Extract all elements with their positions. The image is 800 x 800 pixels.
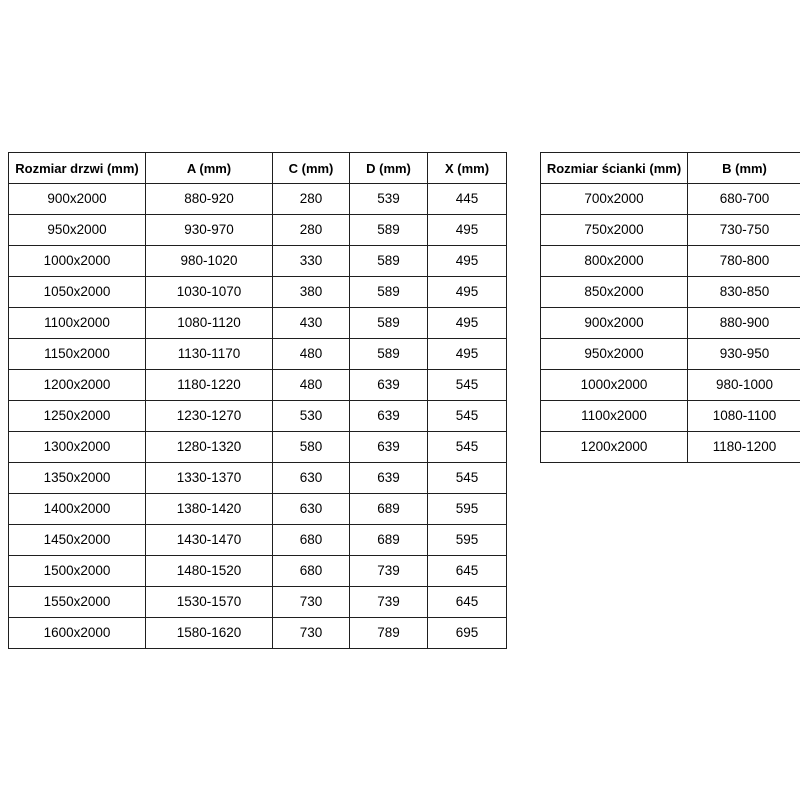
table-cell: 1530-1570 (146, 587, 273, 618)
table-row (9, 339, 507, 370)
table-row (9, 587, 507, 618)
table-cell: 789 (350, 618, 428, 649)
table-row (9, 308, 507, 339)
table-cell: 545 (428, 370, 507, 401)
table-cell: 1100x2000 (541, 401, 688, 432)
table-cell: 800x2000 (541, 246, 688, 277)
table-cell: 1080-1120 (146, 308, 273, 339)
table-cell: 445 (428, 184, 507, 215)
table-cell: 1450x2000 (9, 525, 146, 556)
table-cell: 1600x2000 (9, 618, 146, 649)
table-row (541, 370, 800, 401)
table-row (541, 432, 800, 463)
table-row (9, 370, 507, 401)
table-cell: 380 (273, 277, 350, 308)
column-header: Rozmiar drzwi (mm) (9, 153, 146, 184)
table-row (9, 525, 507, 556)
table-cell: 1130-1170 (146, 339, 273, 370)
table-cell: 689 (350, 494, 428, 525)
table-cell: 930-970 (146, 215, 273, 246)
table-row (9, 401, 507, 432)
table-cell: 639 (350, 401, 428, 432)
table-cell: 630 (273, 463, 350, 494)
table-cell: 1430-1470 (146, 525, 273, 556)
table-cell: 680-700 (688, 184, 800, 215)
table-cell: 1480-1520 (146, 556, 273, 587)
table-cell: 980-1020 (146, 246, 273, 277)
table-cell: 589 (350, 339, 428, 370)
table-cell: 930-950 (688, 339, 800, 370)
table-row (9, 246, 507, 277)
table-cell: 495 (428, 246, 507, 277)
wall-panel-size-table (540, 152, 800, 463)
table-cell: 539 (350, 184, 428, 215)
table-cell: 1080-1100 (688, 401, 800, 432)
table-cell: 1250x2000 (9, 401, 146, 432)
table-cell: 495 (428, 339, 507, 370)
table-row (541, 339, 800, 370)
table-cell: 1180-1220 (146, 370, 273, 401)
table-row (541, 246, 800, 277)
column-header: B (mm) (688, 153, 800, 184)
table-cell: 850x2000 (541, 277, 688, 308)
table-cell: 750x2000 (541, 215, 688, 246)
table-cell: 1050x2000 (9, 277, 146, 308)
header-row (541, 153, 800, 184)
table-cell: 680 (273, 525, 350, 556)
table-row (541, 277, 800, 308)
table-cell: 1280-1320 (146, 432, 273, 463)
table-cell: 730-750 (688, 215, 800, 246)
table-cell: 830-850 (688, 277, 800, 308)
table-cell: 1500x2000 (9, 556, 146, 587)
table-row (9, 556, 507, 587)
table-cell: 1150x2000 (9, 339, 146, 370)
table-row (541, 215, 800, 246)
table-cell: 545 (428, 463, 507, 494)
table-cell: 589 (350, 246, 428, 277)
table-cell: 645 (428, 587, 507, 618)
table-cell: 1300x2000 (9, 432, 146, 463)
table-cell: 1330-1370 (146, 463, 273, 494)
table-cell: 695 (428, 618, 507, 649)
table-cell: 545 (428, 401, 507, 432)
table-cell: 495 (428, 308, 507, 339)
table-cell: 480 (273, 370, 350, 401)
table-cell: 900x2000 (541, 308, 688, 339)
column-header: D (mm) (350, 153, 428, 184)
table-row (541, 401, 800, 432)
table-cell: 739 (350, 556, 428, 587)
table-cell: 1580-1620 (146, 618, 273, 649)
table-cell: 950x2000 (541, 339, 688, 370)
column-header: Rozmiar ścianki (mm) (541, 153, 688, 184)
table-cell: 950x2000 (9, 215, 146, 246)
table-row (9, 463, 507, 494)
table-cell: 645 (428, 556, 507, 587)
table-cell: 739 (350, 587, 428, 618)
table-cell: 1380-1420 (146, 494, 273, 525)
table-cell: 1200x2000 (541, 432, 688, 463)
table-cell: 1400x2000 (9, 494, 146, 525)
column-header: X (mm) (428, 153, 507, 184)
table-cell: 689 (350, 525, 428, 556)
table-cell: 639 (350, 432, 428, 463)
table-cell: 880-900 (688, 308, 800, 339)
table-cell: 1000x2000 (9, 246, 146, 277)
table-cell: 730 (273, 587, 350, 618)
table-cell: 595 (428, 525, 507, 556)
table-cell: 630 (273, 494, 350, 525)
table-cell: 680 (273, 556, 350, 587)
table-cell: 430 (273, 308, 350, 339)
table-cell: 980-1000 (688, 370, 800, 401)
table-cell: 1000x2000 (541, 370, 688, 401)
table-cell: 580 (273, 432, 350, 463)
table-row (9, 432, 507, 463)
table-cell: 495 (428, 215, 507, 246)
table-cell: 880-920 (146, 184, 273, 215)
table-row (9, 277, 507, 308)
table-cell: 780-800 (688, 246, 800, 277)
column-header: A (mm) (146, 153, 273, 184)
table-cell: 1180-1200 (688, 432, 800, 463)
table-cell: 639 (350, 370, 428, 401)
table-cell: 589 (350, 277, 428, 308)
table-cell: 900x2000 (9, 184, 146, 215)
table-cell: 1350x2000 (9, 463, 146, 494)
table-row (9, 215, 507, 246)
table-row (541, 184, 800, 215)
table-row (9, 494, 507, 525)
table-cell: 1230-1270 (146, 401, 273, 432)
table-cell: 639 (350, 463, 428, 494)
table-row (541, 308, 800, 339)
header-row (9, 153, 507, 184)
table-cell: 589 (350, 308, 428, 339)
table-cell: 330 (273, 246, 350, 277)
table-cell: 1550x2000 (9, 587, 146, 618)
table-cell: 730 (273, 618, 350, 649)
table-cell: 589 (350, 215, 428, 246)
table-cell: 1200x2000 (9, 370, 146, 401)
table-cell: 1030-1070 (146, 277, 273, 308)
table-cell: 595 (428, 494, 507, 525)
table-cell: 280 (273, 184, 350, 215)
table-row (9, 184, 507, 215)
table-cell: 480 (273, 339, 350, 370)
column-header: C (mm) (273, 153, 350, 184)
door-size-table (8, 152, 507, 649)
table-cell: 530 (273, 401, 350, 432)
table-cell: 280 (273, 215, 350, 246)
table-cell: 545 (428, 432, 507, 463)
table-cell: 1100x2000 (9, 308, 146, 339)
table-cell: 700x2000 (541, 184, 688, 215)
table-cell: 495 (428, 277, 507, 308)
table-row (9, 618, 507, 649)
